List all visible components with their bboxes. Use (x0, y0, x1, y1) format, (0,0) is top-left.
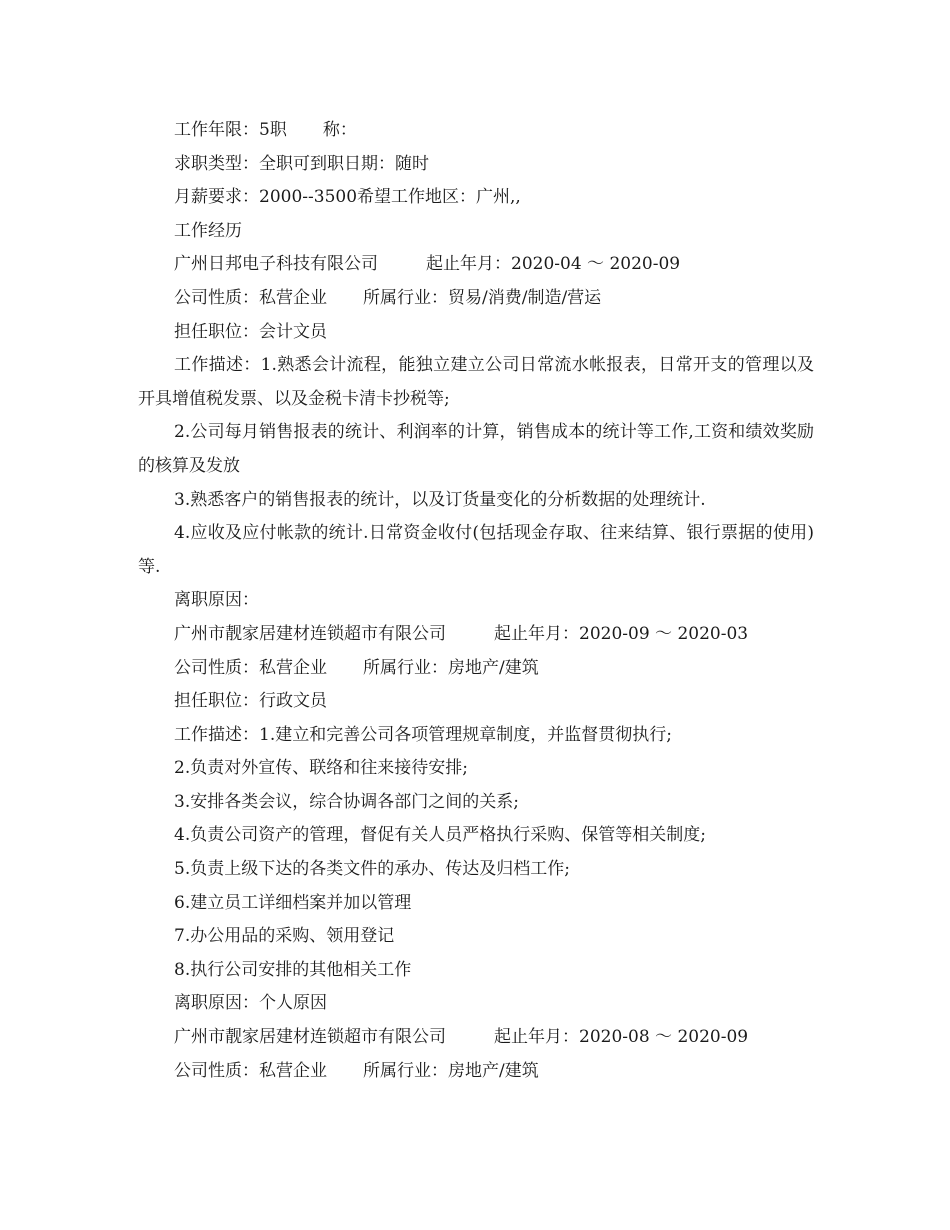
resume-body (138, 114, 814, 1088)
job-description-item: 4.负责公司资产的管理，督促有关人员严格执行采购、保管等相关制度; (174, 825, 706, 846)
years-label: 工作年限： (174, 120, 259, 140)
description-label: 工作描述： (174, 355, 261, 376)
available-value: 随时 (395, 153, 429, 174)
nature-value: 私营企业 (259, 657, 327, 678)
period-value: 2020-08 ～ 2020-09 (579, 1027, 749, 1048)
company-name: 广州市靓家居建材连锁超市有限公司 (174, 1027, 446, 1048)
position-label: 担任职位： (174, 321, 259, 342)
description-text: 1.建立和完善公司各项管理规章制度，并监督贯彻执行; (259, 724, 672, 745)
industry-label: 所属行业： (363, 1060, 448, 1081)
description-text: 1.熟悉会计流程，能独立建立公司日常流水帐报表，日常开支的管理以及开具增值税发票、以及金税卡清卡抄税等; (138, 355, 815, 409)
region-label: 希望工作地区： (357, 187, 477, 208)
company-info (138, 652, 814, 686)
nature-label: 公司性质： (174, 287, 259, 308)
leave-reason-label: 离职原因： (174, 993, 259, 1014)
job-description-item: 3.安排各类会议，综合协调各部门之间的关系; (174, 791, 519, 812)
period-label: 起止年月： (426, 254, 511, 275)
period-value: 2020-04 ～ 2020-09 (511, 254, 681, 275)
job-description-item: 6.建立员工详细档案并加以管理 (174, 892, 412, 913)
industry-label: 所属行业： (363, 657, 448, 678)
years-value: 5 (259, 120, 270, 140)
company-name: 广州市靓家居建材连锁超市有限公司 (174, 623, 446, 644)
industry-value: 房地产/建筑 (448, 657, 539, 678)
region-value: 广州,, (476, 187, 521, 208)
title-label-end: 称： (322, 120, 357, 140)
job-header (138, 618, 814, 652)
position-line (138, 685, 814, 719)
leave-reason-label: 离职原因： (174, 590, 259, 611)
job-description-item: 2.公司每月销售报表的统计、利润率的计算，销售成本的统计等工作,工资和绩效奖励的核算及发放 (138, 422, 814, 476)
leave-reason-value: 个人原因 (259, 993, 327, 1014)
job-type-label: 求职类型： (174, 153, 259, 174)
job-description-item (138, 349, 814, 416)
industry-value: 贸易/消费/制造/营运 (448, 287, 602, 308)
leave-reason-line (138, 584, 814, 618)
job-description-item: 7.办公用品的采购、领用登记 (174, 926, 395, 947)
job-description-item: 5.负责上级下达的各类文件的承办、传达及归档工作; (174, 859, 570, 880)
position-value: 会计文员 (259, 321, 327, 342)
years-line (138, 114, 814, 148)
leave-reason-line (138, 987, 814, 1021)
job-description-item: 8.执行公司安排的其他相关工作 (174, 959, 412, 980)
job-type-line (138, 148, 814, 182)
industry-label: 所属行业： (363, 287, 448, 308)
period-label: 起止年月： (494, 1027, 579, 1048)
position-value: 行政文员 (259, 691, 327, 712)
salary-label: 月薪要求： (174, 187, 259, 208)
nature-label: 公司性质： (174, 657, 259, 678)
position-label: 担任职位： (174, 691, 259, 712)
job-description-item (138, 719, 814, 753)
job-description-item: 3.熟悉客户的销售报表的统计，以及订货量变化的分析数据的处理统计. (174, 489, 706, 510)
title-label: 职 (269, 120, 287, 140)
section-title: 工作经历 (174, 220, 242, 241)
job-description-item: 4.应收及应付帐款的统计.日常资金收付(包括现金存取、往来结算、银行票据的使用)等. (138, 523, 814, 577)
period-label: 起止年月： (494, 623, 579, 644)
description-label: 工作描述： (174, 724, 259, 745)
nature-value: 私营企业 (259, 1060, 327, 1081)
nature-label: 公司性质： (174, 1060, 259, 1081)
nature-value: 私营企业 (259, 287, 327, 308)
job-header (138, 248, 814, 282)
position-line (138, 316, 814, 350)
salary-value: 2000--3500 (259, 187, 358, 208)
industry-value: 房地产/建筑 (448, 1060, 539, 1081)
available-label: 可到职日期： (293, 153, 395, 174)
company-name: 广州日邦电子科技有限公司 (174, 254, 378, 275)
company-info (138, 1055, 814, 1089)
salary-line (138, 181, 814, 215)
period-value: 2020-09 ～ 2020-03 (579, 623, 749, 644)
company-info (138, 282, 814, 316)
job-header (138, 1021, 814, 1055)
job-description-item: 2.负责对外宣传、联络和往来接待安排; (174, 758, 468, 779)
job-type-value: 全职 (259, 153, 293, 174)
